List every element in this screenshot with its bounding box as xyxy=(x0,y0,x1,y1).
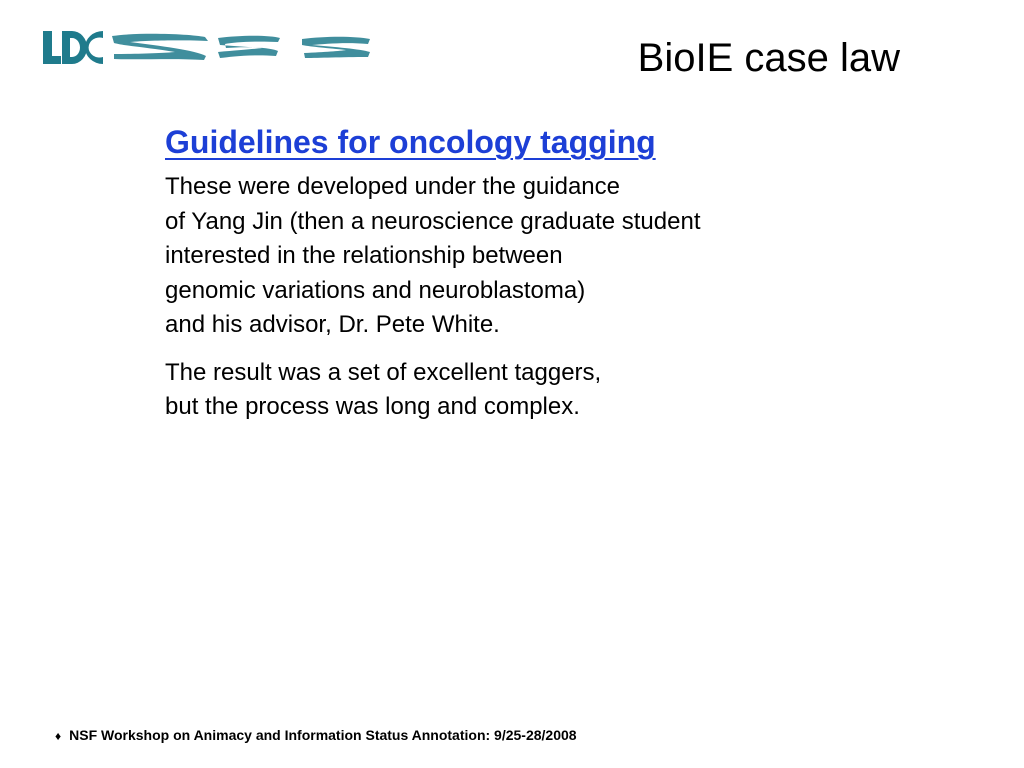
heading-link[interactable]: Guidelines for oncology tagging xyxy=(165,124,656,160)
paragraph-1 xyxy=(165,170,925,343)
slide-content xyxy=(165,120,925,438)
paragraph-2 xyxy=(165,356,925,425)
diamond-icon: ♦ xyxy=(55,729,62,743)
slide-title: BioIE case law xyxy=(637,36,900,80)
ldc-logo xyxy=(40,26,380,72)
text-line: and his advisor, Dr. Pete White. xyxy=(165,311,500,338)
text-line: of Yang Jin (then a neuroscience graduate student xyxy=(165,207,701,235)
footer xyxy=(55,726,577,745)
text-line: The result was a set of excellent taggers, xyxy=(165,358,602,386)
text-line: interested in the relationship between xyxy=(165,242,563,269)
text-line: genomic variations and neuroblastoma) xyxy=(165,276,586,304)
ldc-logo-graphic xyxy=(40,26,380,72)
text-line: These were developed under the guidance xyxy=(165,173,620,200)
text-line: but the process was long and complex. xyxy=(165,393,580,420)
footer-text: NSF Workshop on Animacy and Information Status Annotation: 9/25-28/2008 xyxy=(69,727,577,743)
